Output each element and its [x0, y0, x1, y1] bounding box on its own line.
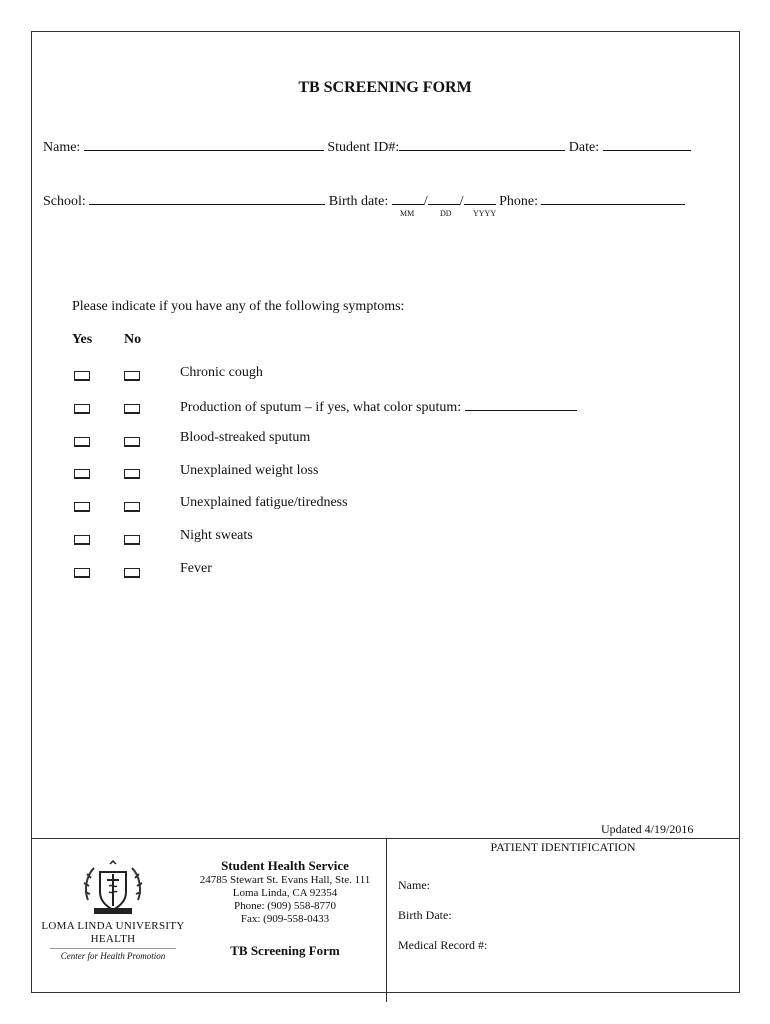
logo-tagline: Center for Health Promotion: [60, 951, 166, 961]
yes-header: Yes: [72, 332, 93, 347]
symptom-label-sputum: [180, 398, 577, 416]
footer-vertical-divider: [386, 838, 387, 1002]
logo-rule: [50, 948, 176, 949]
yes-checkbox[interactable]: [74, 535, 90, 545]
no-checkbox[interactable]: [124, 502, 140, 512]
name-field[interactable]: [84, 138, 324, 151]
updated-date: Updated 4/19/2016: [601, 822, 694, 836]
birth-month-field[interactable]: [392, 192, 424, 205]
phone-number: Phone: (909) 558-8770: [233, 900, 337, 912]
yes-checkbox[interactable]: [74, 502, 90, 512]
birth-date-label: Birth date:: [328, 194, 389, 209]
symptom-label: Fever: [180, 561, 212, 576]
name-row: [43, 138, 691, 156]
symptom-label: Production of sputum – if yes, what color sputum:: [180, 400, 462, 415]
no-checkbox[interactable]: [124, 568, 140, 578]
date-separator: /: [459, 194, 464, 209]
pid-name-label: Name:: [398, 878, 430, 892]
birth-year-field[interactable]: [464, 192, 496, 205]
dd-hint: DD: [440, 209, 452, 218]
date-field[interactable]: [603, 138, 691, 151]
university-seal-icon: [80, 860, 146, 918]
yes-checkbox[interactable]: [74, 404, 90, 414]
no-checkbox[interactable]: [124, 371, 140, 381]
symptom-label: Night sweats: [180, 528, 253, 543]
school-label: School:: [43, 194, 86, 209]
symptom-label: Blood-streaked sputum: [180, 430, 311, 445]
yes-checkbox[interactable]: [74, 437, 90, 447]
name-label: Name:: [43, 140, 81, 155]
student-id-label: Student ID#:: [327, 140, 400, 155]
symptom-label: Chronic cough: [180, 365, 263, 380]
phone-label: Phone:: [499, 194, 538, 209]
school-field[interactable]: [89, 192, 325, 205]
birth-day-field[interactable]: [428, 192, 460, 205]
patient-id-header: PATIENT IDENTIFICATION: [490, 840, 636, 854]
logo-name: LOMA LINDA UNIVERSITY: [41, 920, 185, 932]
student-id-field[interactable]: [399, 138, 565, 151]
yes-checkbox[interactable]: [74, 469, 90, 479]
no-checkbox[interactable]: [124, 469, 140, 479]
symptom-label: Unexplained weight loss: [180, 463, 319, 478]
yes-checkbox[interactable]: [74, 568, 90, 578]
symptom-label: Unexplained fatigue/tiredness: [180, 495, 348, 510]
pid-medical-record-label: Medical Record #:: [398, 938, 488, 952]
form-title: TB SCREENING FORM: [298, 79, 472, 96]
date-separator: /: [423, 194, 428, 209]
form-name: TB Screening Form: [230, 943, 340, 958]
symptoms-prompt: Please indicate if you have any of the following symptoms:: [72, 299, 405, 314]
no-checkbox[interactable]: [124, 437, 140, 447]
fax-number: Fax: (909-558-0433: [240, 913, 330, 925]
date-label: Date:: [568, 140, 600, 155]
sputum-color-field[interactable]: [465, 398, 577, 411]
address-line-2: Loma Linda, CA 92354: [232, 887, 338, 899]
yyyy-hint: YYYY: [473, 209, 497, 218]
phone-field[interactable]: [541, 192, 685, 205]
address-line-1: 24785 Stewart St. Evans Hall, Ste. 111: [199, 874, 371, 886]
mm-hint: MM: [400, 209, 415, 218]
school-row: [43, 192, 685, 210]
yes-checkbox[interactable]: [74, 371, 90, 381]
logo-health: HEALTH: [90, 933, 136, 945]
pid-birth-date-label: Birth Date:: [398, 908, 452, 922]
no-checkbox[interactable]: [124, 404, 140, 414]
no-checkbox[interactable]: [124, 535, 140, 545]
org-name: Student Health Service: [221, 858, 349, 873]
no-header: No: [124, 332, 142, 347]
